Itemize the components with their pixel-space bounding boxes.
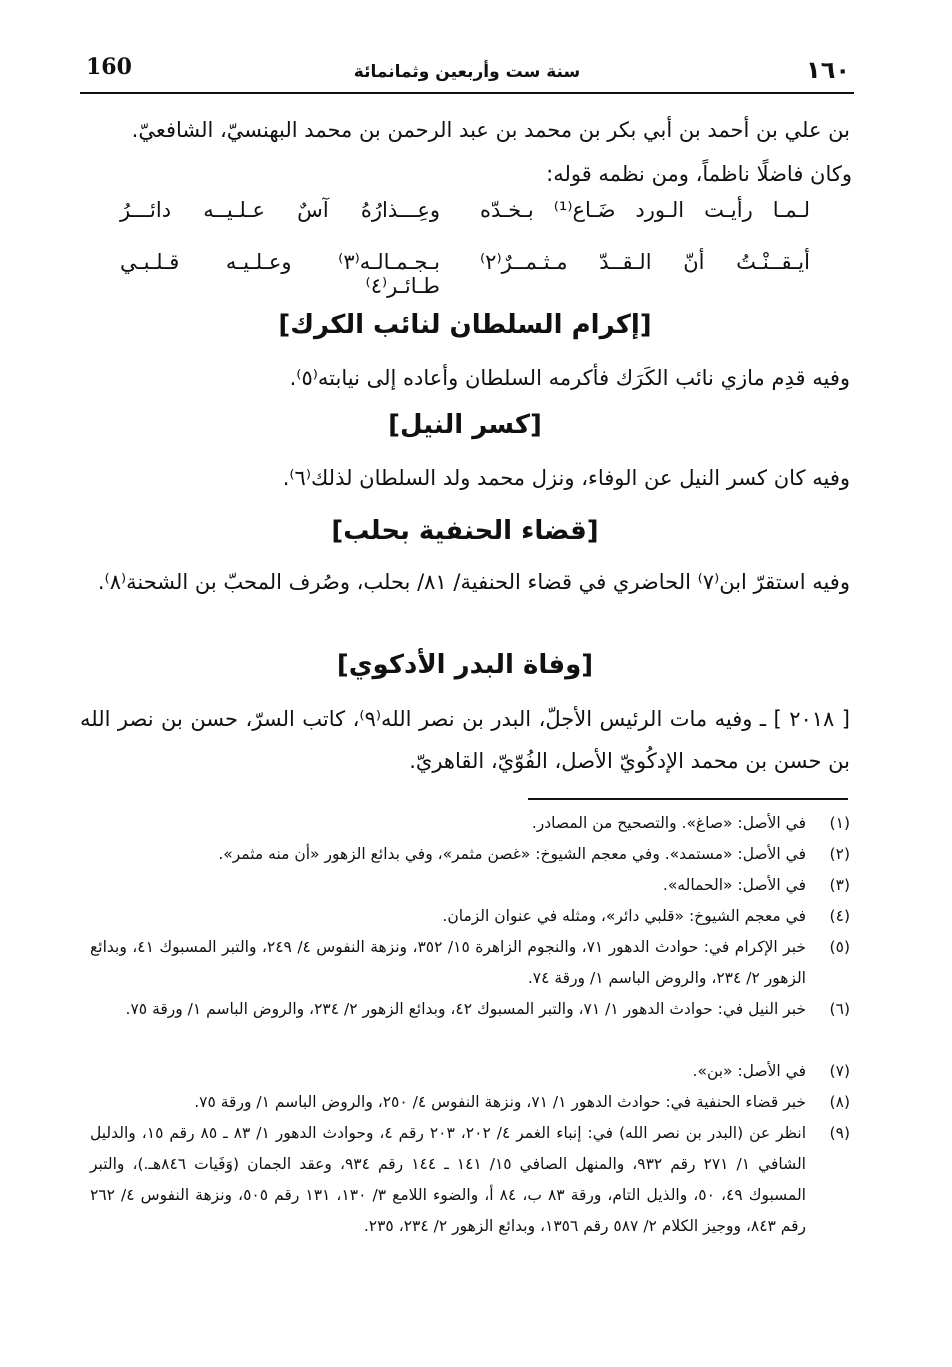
footnote-text: في الأصل: «بن». [692, 1062, 806, 1080]
opening-line-1: بن علي بن أحمد بن أبي بكر بن محمد بن عبد الرحمن بن محمد البهنسيّ، الشافعيّ. [131, 118, 850, 142]
footnote-6 [90, 994, 850, 1025]
footnote-number: (٤) [829, 907, 850, 925]
opening-line-2: وكان فاضلًا ناظماً، ومن نظمه قوله: [546, 162, 852, 186]
footnote-number: (٨) [829, 1093, 850, 1111]
section-text-hanafi: وفيه استقرّ ابن⁽٧⁾ الحاضري في قضاء الحنفية/ ٨١/ بحلب، وصُرف المحبّ بن الشحنة⁽٨⁾. [97, 570, 850, 594]
footnote-number: (٦) [829, 1000, 850, 1018]
section-heading-badr: [وفاة البدر الأدكوي] [336, 650, 594, 680]
footnote-number: (٩) [829, 1124, 850, 1142]
footnote-rule [528, 798, 848, 800]
footnote-8 [90, 1087, 850, 1118]
footnote-text: في الأصل: «مستمد». وفي معجم الشيوخ: «غصن مثمر»، وفي بدائع الزهور «أن منه مثمر». [218, 845, 806, 863]
footnote-5 [90, 932, 850, 994]
running-title: سنة ست وأربعين وثمانمائة [353, 62, 581, 82]
footnote-text: انظر عن (البدر بن نصر الله) في: إنباء الغمر ٤/ ٢٠٢، ٢٠٣ رقم ٤، وحوادث الدهور ١/ ٨٣ ـ ٨٥ رقم ١٥، والدليل الشافي ١/ ٢٧١ رقم ٩٣٢، والمنهل الصافي ١٥/ ١٤١ ـ ١٤٤ رقم ٩٣٤، وعقد الجمان (وَفَيات ٨٤٦هـ.)، والتبر المسبوك ٤٩، ٥٠، والذيل التام، ورقة ٨٣ ب، ٨٤ أ، والضوء اللامع ٣/ ١٣٠، ١٣١ رقم ٥٠٥، ونزهة النفوس ٤/ ٢٦٢ رقم ٨٤٣، ووجيز الكلام ٢/ ٥٨٧ رقم ١٣٥٦، وبدائع الزهور ٢/ ٢٣٤، ٢٣٥. [90, 1124, 806, 1235]
footnote-text: خبر النيل في: حوادث الدهور ١/ ٧١، والتبر المسبوك ٤٢، وبدائع الزهور ٢/ ٢٣٤، والروض الباسم ١/ ورقة ٧٥. [125, 1000, 806, 1018]
section-text-karak: وفيه قدِم مازي نائب الكَرَك فأكرمه السلطان وأعاده إلى نيابته⁽٥⁾. [289, 366, 850, 390]
footnote-number: (٢) [829, 845, 850, 863]
poem-verse-2-second-hemistich: بـجـمـالـه⁽٣⁾ وعـلـيـه قـلـبـي طـائـر⁽٤⁾ [120, 250, 440, 298]
poem-verse-2-first-hemistich: أيـقــنْـتُ أنّ الـقــدّ مـثـمــرٌ⁽٢⁾ [480, 250, 810, 274]
page-header [80, 52, 854, 94]
footnote-number: (٧) [829, 1062, 850, 1080]
section-heading-hanafi: [قضاء الحنفية بحلب] [331, 516, 599, 546]
section-text-nile: وفيه كان كسر النيل عن الوفاء، ونزل محمد ولد السلطان لذلك⁽٦⁾. [282, 466, 850, 490]
page-number-arabic: ١٦٠ [806, 56, 850, 84]
poem-verse-1 [120, 198, 810, 238]
footnote-3 [90, 870, 850, 901]
footnote-7 [90, 1056, 850, 1087]
poem-verse-1-first-hemistich: لـمـا رأيـت الـورد ضَـاع⁽¹⁾ بـخـدّه [480, 198, 810, 222]
footnote-2 [90, 839, 850, 870]
footnote-9 [90, 1118, 850, 1242]
footnote-text: خبر الإكرام في: حوادث الدهور ٧١، والنجوم الزاهرة ١٥/ ٣٥٢، ونزهة النفوس ٤/ ٢٤٩، والتبر المسبوك ٤١، وبدائع الزهور ٢/ ٢٣٤، والروض الباسم ١/ ورقة ٧٤. [90, 938, 806, 987]
page-number-latin: 160 [86, 54, 132, 80]
poem-verse-2 [120, 250, 810, 298]
poem-verse-1-second-hemistich: وعِـــذارُهُ آسٌ عـلـيــه دائـــرُ [120, 198, 440, 222]
footnote-text: في معجم الشيوخ: «قلبي دائر»، ومثله في عنوان الزمان. [442, 907, 806, 925]
footnote-text: في الأصل: «الحماله». [662, 876, 806, 894]
footnote-number: (٥) [829, 938, 850, 956]
footnote-4 [90, 901, 850, 932]
footnote-text: في الأصل: «صاغ». والتصحيح من المصادر. [531, 814, 806, 832]
footnote-1 [90, 808, 850, 839]
section-heading-karak: [إكرام السلطان لنائب الكرك] [278, 310, 652, 340]
footnote-number: (٣) [829, 876, 850, 894]
section-text-badr: [ ٢٠١٨ ] ـ وفيه مات الرئيس الأجلّ، البدر بن نصر الله⁽٩⁾، كاتب السرّ، حسن بن نصر الله بن حسن بن محمد الإدكُويّ الأصل، الفُوّيّ، القاهريّ. [80, 707, 850, 773]
footnote-number: (١) [829, 814, 850, 832]
header-rule [80, 92, 854, 94]
footnote-text: خبر قضاء الحنفية في: حوادث الدهور ١/ ٧١، ونزهة النفوس ٤/ ٢٥٠، والروض الباسم ١/ ورقة ٧٥. [194, 1093, 806, 1111]
section-heading-nile: [كسر النيل] [388, 410, 542, 440]
